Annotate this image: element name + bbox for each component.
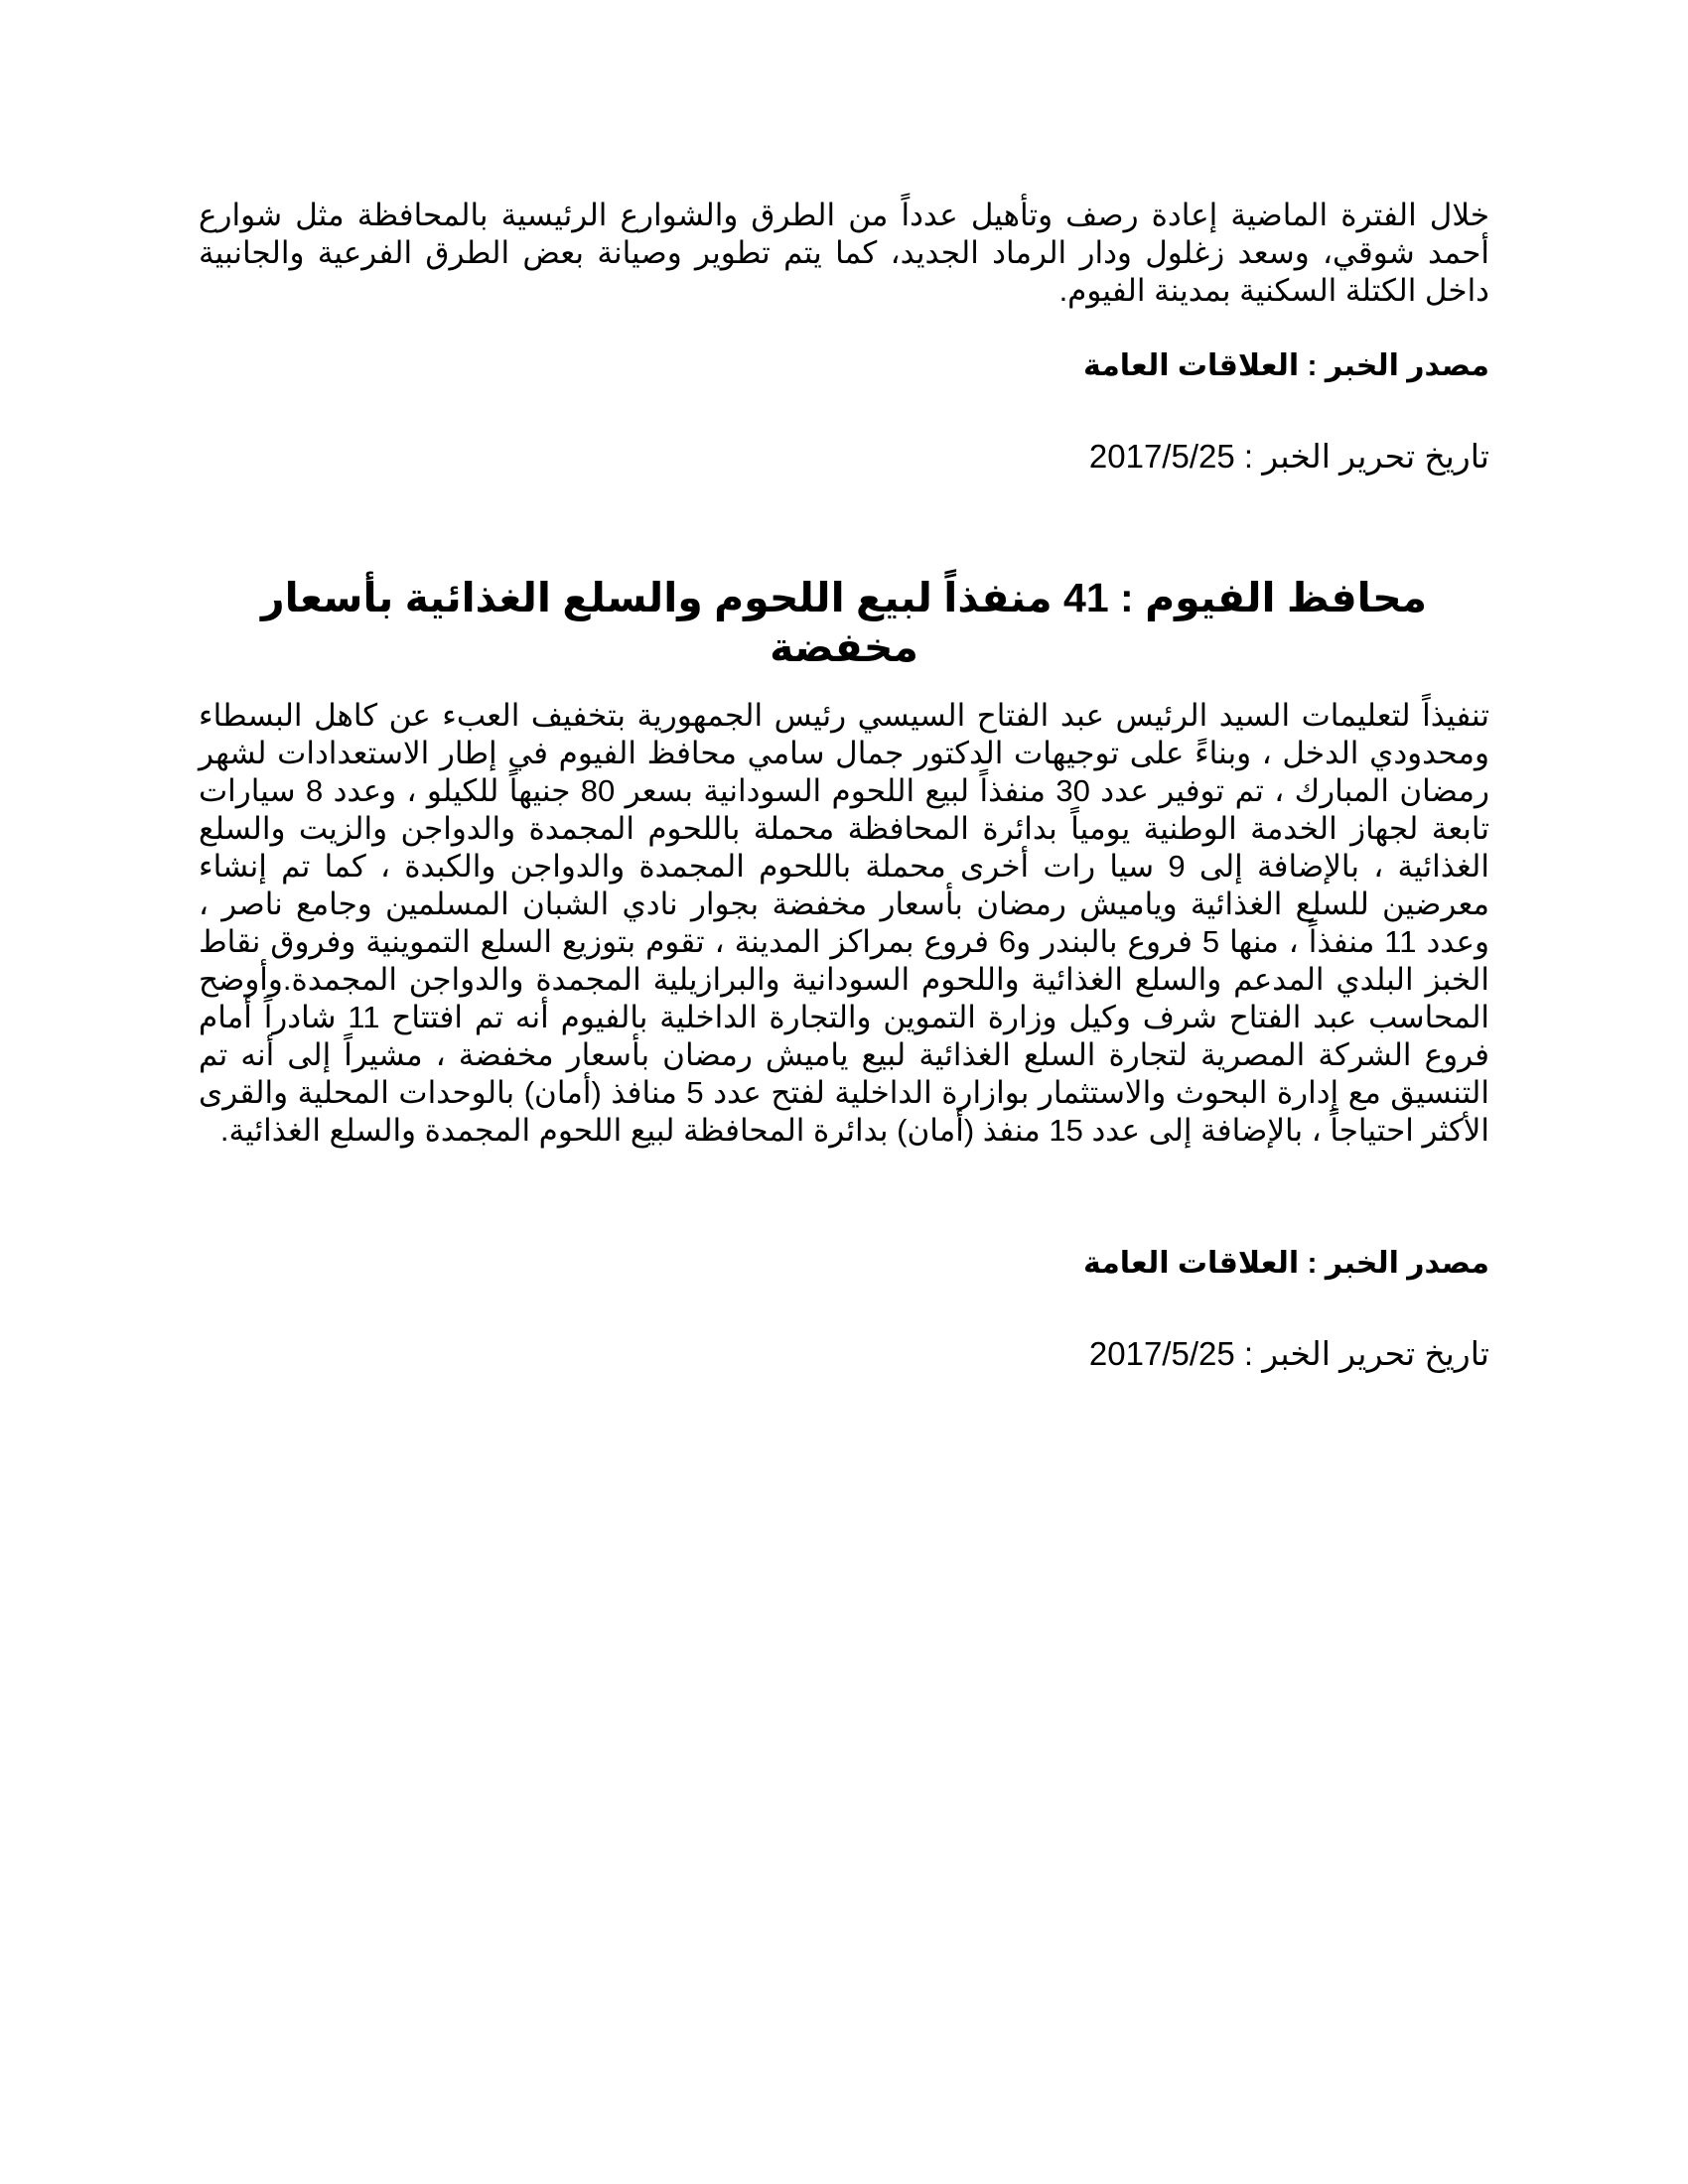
article-body: تنفيذاً لتعليمات السيد الرئيس عبد الفتاح السيسي رئيس الجمهورية بتخفيف العبء عن كاهل البسطاء ومحدودي الدخل ، وبناءً على توجيهات الدكتور جمال سامي محافظ الفيوم في إطار الاستعدادات لشهر رمضان المبارك ، تم توفير عدد 30 منفذاً لبيع اللحوم السودانية بسعر 80 جنيهاً للكيلو ، وعدد 8 سيارات تابعة لجهاز الخدمة الوطنية يومياً بدائرة المحافظة محملة باللحوم المجمدة والدواجن والزيت والسلع الغذائية ، بالإضافة إلى 9 سيا رات أخرى محملة باللحوم المجمدة والدواجن والكبدة ، كما تم إنشاء معرضين للسلع الغذائية وياميش رمضان بأسعار مخفضة بجوار نادي الشبان المسلمين وجامع ناصر ، وعدد 11 منفذاً ، منها 5 فروع بالبندر و6 فروع بمراكز المدينة ، تقوم بتوزيع السلع التموينية وفروق نقاط الخبز البلدي المدعم والسلع الغذائية واللحوم السودانية والبرازيلية المجمدة والدواجن المجمدة.وأوضح المحاسب عبد الفتاح شرف وكيل وزارة التموين والتجارة الداخلية بالفيوم أنه تم افتتاح 11 شادراً أمام فروع الشركة المصرية لتجارة السلع الغذائية لبيع ياميش رمضان بأسعار مخفضة ، مشيراً إلى أنه تم التنسيق مع إدارة البحوث والاستثمار بوازارة الداخلية لفتح عدد 5 منافذ (أمان) بالوحدات المحلية والقرى الأكثر احتياجاً ، بالإضافة إلى عدد 15 منفذ (أمان) بدائرة المحافظة لبيع اللحوم المجمدة والسلع الغذائية.	[199, 698, 1490, 1148]
paragraph-continued: خلال الفترة الماضية إعادة رصف وتأهيل عدداً من الطرق والشوارع الرئيسية بالمحافظة مثل شوارع أحمد شوقي، وسعد زغلول ودار الرماد الجديد، كما يتم تطوير وصيانة بعض الطرق الفرعية والجانبية داخل الكتلة السكنية بمدينة الفيوم.	[199, 198, 1489, 308]
news-source: مصدر الخبر : العلاقات العامة	[1083, 1247, 1489, 1280]
news-date: تاريخ تحرير الخبر : 2017/5/25	[1088, 1335, 1489, 1372]
news-date: تاريخ تحرير الخبر : 2017/5/25	[1088, 438, 1489, 475]
news-source: مصدر الخبر : العلاقات العامة	[1083, 349, 1489, 382]
article-headline: محافظ الفيوم : 41 منفذاً لبيع اللحوم والسلع الغذائية بأسعار مخفضة	[260, 575, 1428, 670]
